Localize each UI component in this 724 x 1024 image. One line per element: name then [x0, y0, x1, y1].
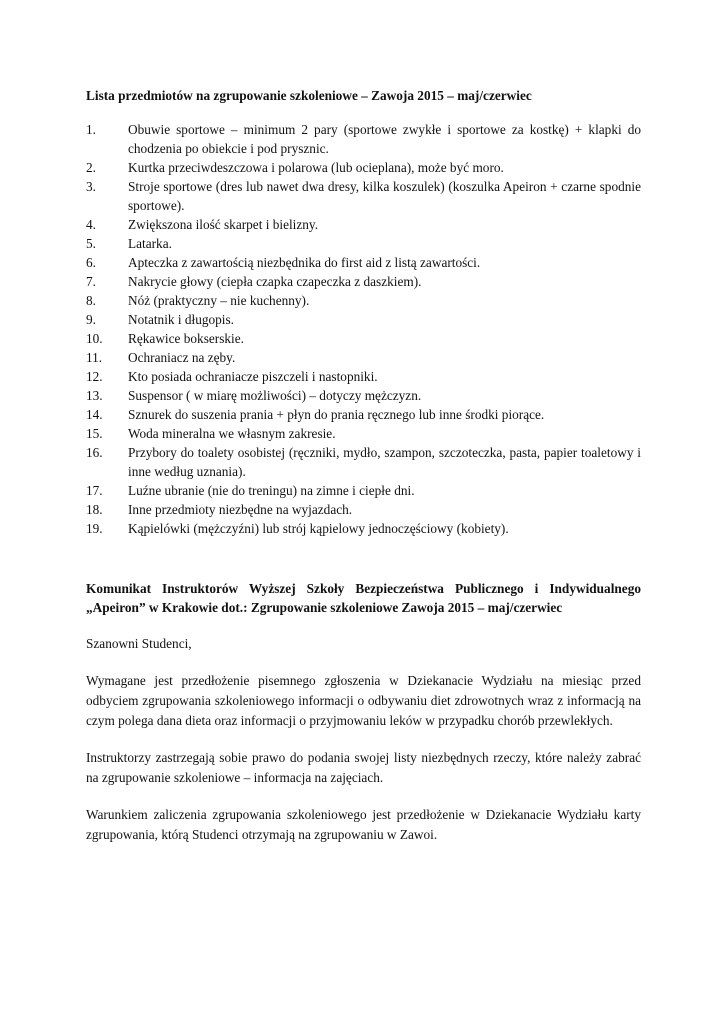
list-item [86, 367, 641, 386]
list-item [86, 291, 641, 310]
list-item-number: 19. [86, 521, 103, 536]
list-item [86, 481, 641, 500]
announcement-title [86, 579, 641, 617]
list-item-number: 7. [86, 274, 96, 289]
announcement-title-line: „Apeiron” w Krakowie dot.: Zgrupowanie szkoleniowe Zawoja 2015 – maj/czerwiec [86, 600, 563, 615]
list-item-number: 17. [86, 483, 103, 498]
list-item-number: 18. [86, 502, 103, 517]
list-item-text: Stroje sportowe (dres lub nawet dwa dresy, kilka koszulek) (koszulka Apeiron + czarne spodnie sportowe). [128, 179, 641, 213]
list-item-number: 14. [86, 407, 103, 422]
list-item [86, 158, 641, 177]
document-page [86, 86, 641, 845]
list-item-text: Przybory do toalety osobistej (ręczniki, mydło, szampon, szczoteczka, pasta, papier toaletowy i inne według uznania). [128, 445, 641, 479]
list-item-number: 10. [86, 331, 103, 346]
greeting: Szanowni Studenci, [86, 636, 192, 651]
announcement-section [86, 579, 641, 845]
list-item [86, 424, 641, 443]
list-item-text: Nakrycie głowy (ciepła czapka czapeczka z daszkiem). [128, 274, 422, 289]
list-item-number: 4. [86, 217, 96, 232]
list-item [86, 177, 641, 215]
list-item-text: Kurtka przeciwdeszczowa i polarowa (lub ocieplana), może być moro. [128, 160, 504, 175]
list-item-number: 9. [86, 312, 96, 327]
list-item-text: Obuwie sportowe – minimum 2 pary (sportowe zwykłe i sportowe za kostkę) + klapki do chodzenia po obiekcie i pod prysznic. [128, 122, 641, 156]
list-item [86, 120, 641, 158]
list-item [86, 329, 641, 348]
paragraph: Instruktorzy zastrzegają sobie prawo do podania swojej listy niezbędnych rzeczy, które należy zabrać na zgrupowanie szkoleniowe – informacja na zajęciach. [86, 750, 641, 785]
list-item-number: 1. [86, 122, 96, 137]
list-item [86, 234, 641, 253]
list-item-text: Kąpielówki (mężczyźni) lub strój kąpielowy jednoczęściowy (kobiety). [128, 521, 509, 536]
list-item [86, 272, 641, 291]
list-item-number: 15. [86, 426, 103, 441]
list-item [86, 386, 641, 405]
list-item-text: Woda mineralna we własnym zakresie. [128, 426, 336, 441]
list-item [86, 519, 641, 538]
list-item-number: 2. [86, 160, 96, 175]
list-item-number: 11. [86, 350, 103, 365]
list-item-text: Latarka. [128, 236, 172, 251]
list-item-number: 5. [86, 236, 96, 251]
item-list [86, 120, 641, 538]
list-title: Lista przedmiotów na zgrupowanie szkoleniowe – Zawoja 2015 – maj/czerwiec [86, 88, 532, 103]
list-item-text: Luźne ubranie (nie do treningu) na zimne i ciepłe dni. [128, 483, 415, 498]
list-item [86, 405, 641, 424]
list-item-text: Ochraniacz na zęby. [128, 350, 236, 365]
list-item [86, 215, 641, 234]
list-item-number: 8. [86, 293, 96, 308]
list-item-number: 6. [86, 255, 96, 270]
list-item-text: Apteczka z zawartością niezbędnika do first aid z listą zawartości. [128, 255, 481, 270]
list-item [86, 443, 641, 481]
list-item-text: Sznurek do suszenia prania + płyn do prania ręcznego lub inne środki piorące. [128, 407, 545, 422]
paragraph: Warunkiem zaliczenia zgrupowania szkoleniowego jest przedłożenie w Dziekanacie Wydziału karty zgrupowania, którą Studenci otrzymają na zgrupowaniu w Zawoi. [86, 807, 641, 842]
announcement-title-line: Komunikat Instruktorów Wyższej Szkoły Bezpieczeństwa Publicznego i Indywidualnego [86, 581, 641, 596]
list-item-number: 13. [86, 388, 103, 403]
list-item-text: Inne przedmioty niezbędne na wyjazdach. [128, 502, 353, 517]
list-item [86, 500, 641, 519]
list-item-number: 12. [86, 369, 103, 384]
list-item [86, 310, 641, 329]
list-item-text: Rękawice bokserskie. [128, 331, 244, 346]
list-item [86, 253, 641, 272]
list-item-text: Zwiększona ilość skarpet i bielizny. [128, 217, 319, 232]
list-item-number: 16. [86, 445, 103, 460]
list-item-text: Notatnik i długopis. [128, 312, 235, 327]
list-item-text: Nóż (praktyczny – nie kuchenny). [128, 293, 310, 308]
paragraph: Wymagane jest przedłożenie pisemnego zgłoszenia w Dziekanacie Wydziału na miesiąc przed odbyciem zgrupowania szkoleniowego informacji o odbywaniu diet zdrowotnych wraz z informacją na czym polega dana dieta oraz informacji o przyjmowaniu leków w przypadku chorób przewlekłych. [86, 673, 641, 728]
list-item-text: Kto posiada ochraniacze piszczeli i nastopniki. [128, 369, 378, 384]
list-item-text: Suspensor ( w miarę możliwości) – dotyczy mężczyzn. [128, 388, 422, 403]
list-item-number: 3. [86, 179, 96, 194]
list-item [86, 348, 641, 367]
